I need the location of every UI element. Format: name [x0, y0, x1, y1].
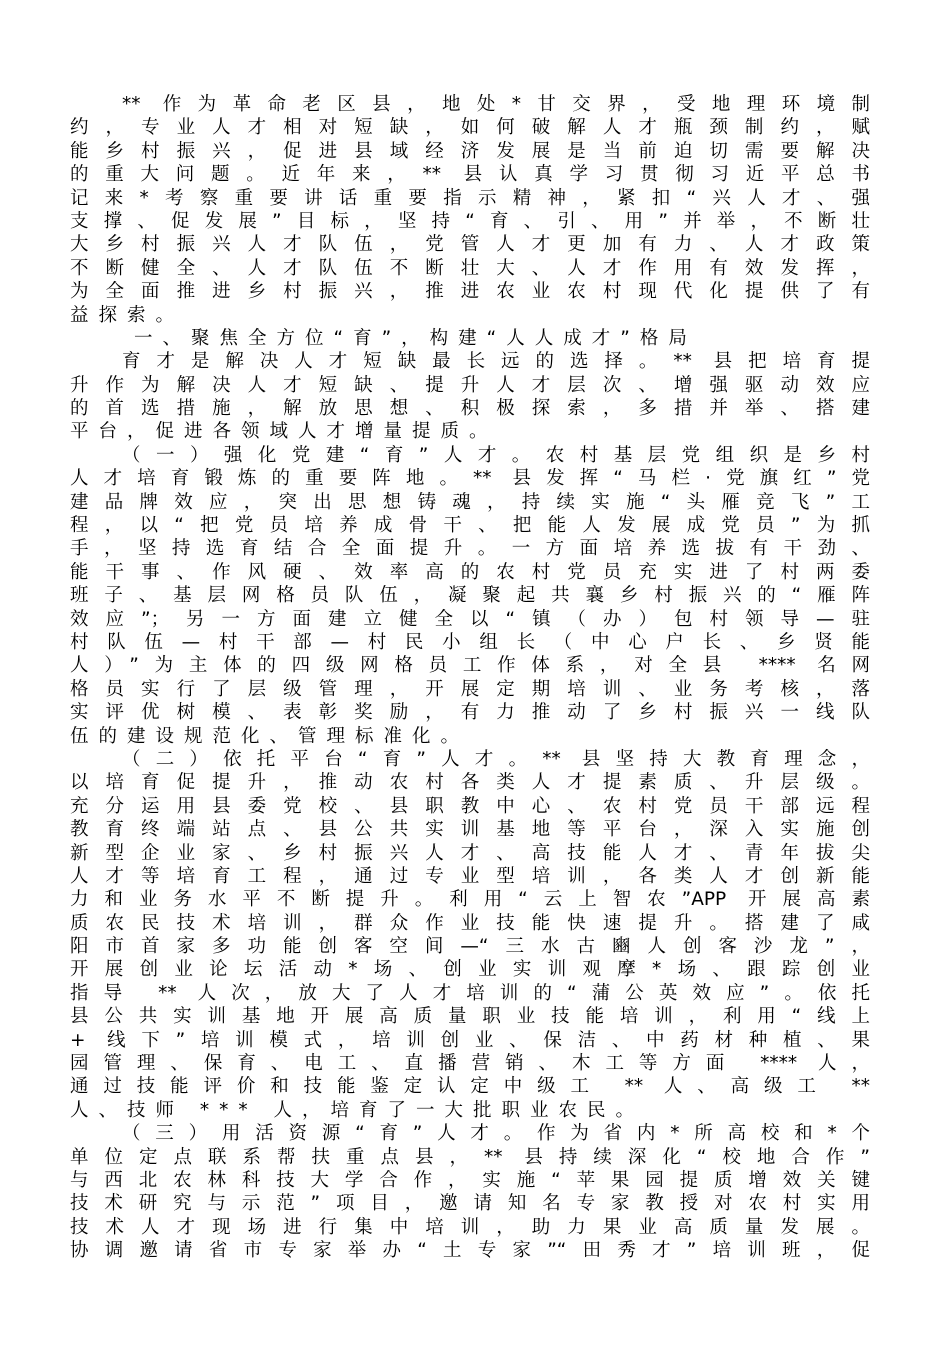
paragraph-line: 单位定点联系帮扶重点县，** 县持续深化“校地合作”: [70, 1146, 870, 1168]
subsection-heading: （一）强化党建“育”人才。农村基层党组织是乡村: [122, 444, 870, 466]
paragraph-line: 大乡村振兴人才队伍，党管人才更加有力、人才政策: [70, 234, 870, 256]
paragraph-line: 的首选措施，解放思想、积极探索，多措并举、搭建: [70, 398, 870, 420]
paragraph-line: 人、技师 *** 人，培育了一大批职业农民。: [70, 1099, 645, 1121]
paragraph-line: 程，以“把党员培养成骨干、把能人发展成党员”为抓: [70, 515, 870, 537]
paragraph-line: 伍的建设规范化、管理标准化。: [70, 725, 470, 747]
paragraph-line: 人）”为主体的四级网格员工作体系，对全县 **** 名网: [70, 655, 870, 677]
paragraph-line: 技术人才现场进行集中培训，助力果业高质量发展。: [70, 1216, 870, 1238]
paragraph-line: 的重大问题。近年来，** 县认真学习贯彻习近平总书: [70, 164, 870, 186]
paragraph-line: 能干事、作风硬、效率高的农村党员充实进了村两委: [70, 561, 870, 583]
paragraph-line: 与西北农林科技大学合作，实施“苹果园提质增效关键: [70, 1169, 870, 1191]
paragraph-line: 人才等培育工程，通过专业型培训，各类人才创新能: [70, 865, 870, 887]
paragraph-line: 以培育促提升，推动农村各类人才提素质、升层级。: [70, 772, 870, 794]
paragraph-line: 开展创业论坛活动*场、创业实训观摩*场、跟踪创业: [70, 959, 870, 981]
paragraph-line: 不断健全、人才队伍不断壮大、人才作用有效发挥，: [70, 257, 870, 279]
paragraph-line: 园管理、保育、电工、直播营销、木工等方面 **** 人，: [70, 1053, 870, 1075]
paragraph-line: 升作为解决人才短缺、提升人才层次、增强驱动效应: [70, 374, 870, 396]
paragraph-line: 为全面推进乡村振兴，推进农业农村现代化提供了有: [70, 281, 870, 303]
paragraph-line: 指导 ** 人次，放大了人才培训的“蒲公英效应”。依托: [70, 982, 870, 1004]
paragraph-line: 人才培育锻炼的重要阵地。** 县发挥“马栏·党旗红”党: [70, 468, 870, 490]
paragraph-line: ** 作为革命老区县，地处*甘交界，受地理环境制: [122, 94, 870, 115]
paragraph-line: + 线下”培训模式，培训创业、保洁、中药材种植、果: [70, 1029, 870, 1051]
paragraph-line: 支撑、促发展”目标，坚持“育、引、用”并举，不断壮: [70, 210, 870, 232]
document-body: [70, 93, 870, 1263]
paragraph-line: 益探索。: [70, 304, 185, 326]
paragraph-line: 力和业务水平不断提升。利用“云上智农”APP 开展高素: [70, 889, 870, 911]
paragraph-line: 班子、基层网格员队伍，凝聚起共襄乡村振兴的“雁阵: [70, 585, 870, 607]
paragraph-line: 格员实行了层级管理，开展定期培训、业务考核，落: [70, 678, 870, 700]
paragraph-line: 手，坚持选育结合全面提升。一方面培养选拔有干劲、: [70, 538, 870, 560]
subsection-heading: （三）用活资源“育”人才。作为省内*所高校和*个: [122, 1123, 870, 1145]
paragraph-line: 教育终端站点、县公共实训基地等平台，深入实施创: [70, 819, 870, 841]
paragraph-line: 充分运用县委党校、县职教中心、农村党员干部远程: [70, 795, 870, 817]
paragraph-line: 效应”；另一方面建立健全以“镇（办）包村领导—驻: [70, 608, 870, 630]
paragraph-line: 建品牌效应，突出思想铸魂，持续实施“头雁竞飞”工: [70, 491, 870, 513]
paragraph-line: 协调邀请省市专家举办“土专家”“田秀才”培训班，促: [70, 1240, 870, 1262]
paragraph-line: 县公共实训基地开展高质量职业技能培训，利用“线上: [70, 1006, 870, 1028]
paragraph-line: 育才是解决人才短缺最长远的选择。** 县把培育提: [122, 351, 870, 373]
paragraph-line: 新型企业家、乡村振兴人才、高技能人才、青年拔尖: [70, 842, 870, 864]
paragraph-line: 记来*考察重要讲话重要指示精神，紧扣“兴人才、强: [70, 187, 870, 209]
paragraph-line: 平台，促进各领域人才增量提质。: [70, 421, 498, 443]
paragraph-line: 约，专业人才相对短缺，如何破解人才瓶颈制约，赋: [70, 117, 870, 139]
paragraph-line: 质农民技术培训，群众作业技能快速提升。搭建了咸: [70, 912, 870, 934]
section-heading: 一、聚焦全方位“育”，构建“人人成才”格局: [134, 327, 697, 349]
paragraph-line: 通过技能评价和技能鉴定认定中级工 ** 人、高级工 **: [70, 1076, 870, 1098]
paragraph-line: 实评优树模、表彰奖励，有力推动了乡村振兴一线队: [70, 702, 870, 724]
paragraph-line: 能乡村振兴，促进县域经济发展是当前迫切需要解决: [70, 140, 870, 162]
paragraph-line: 阳市首家多功能创客空间—“三水古豳人创客沙龙”，: [70, 936, 870, 958]
subsection-heading: （二）依托平台“育”人才。** 县坚持大教育理念，: [122, 748, 870, 770]
paragraph-line: 村队伍—村干部—村民小组长（中心户长、乡贤能: [70, 631, 870, 653]
paragraph-line: 技术研究与示范”项目，邀请知名专家教授对农村实用: [70, 1193, 870, 1215]
